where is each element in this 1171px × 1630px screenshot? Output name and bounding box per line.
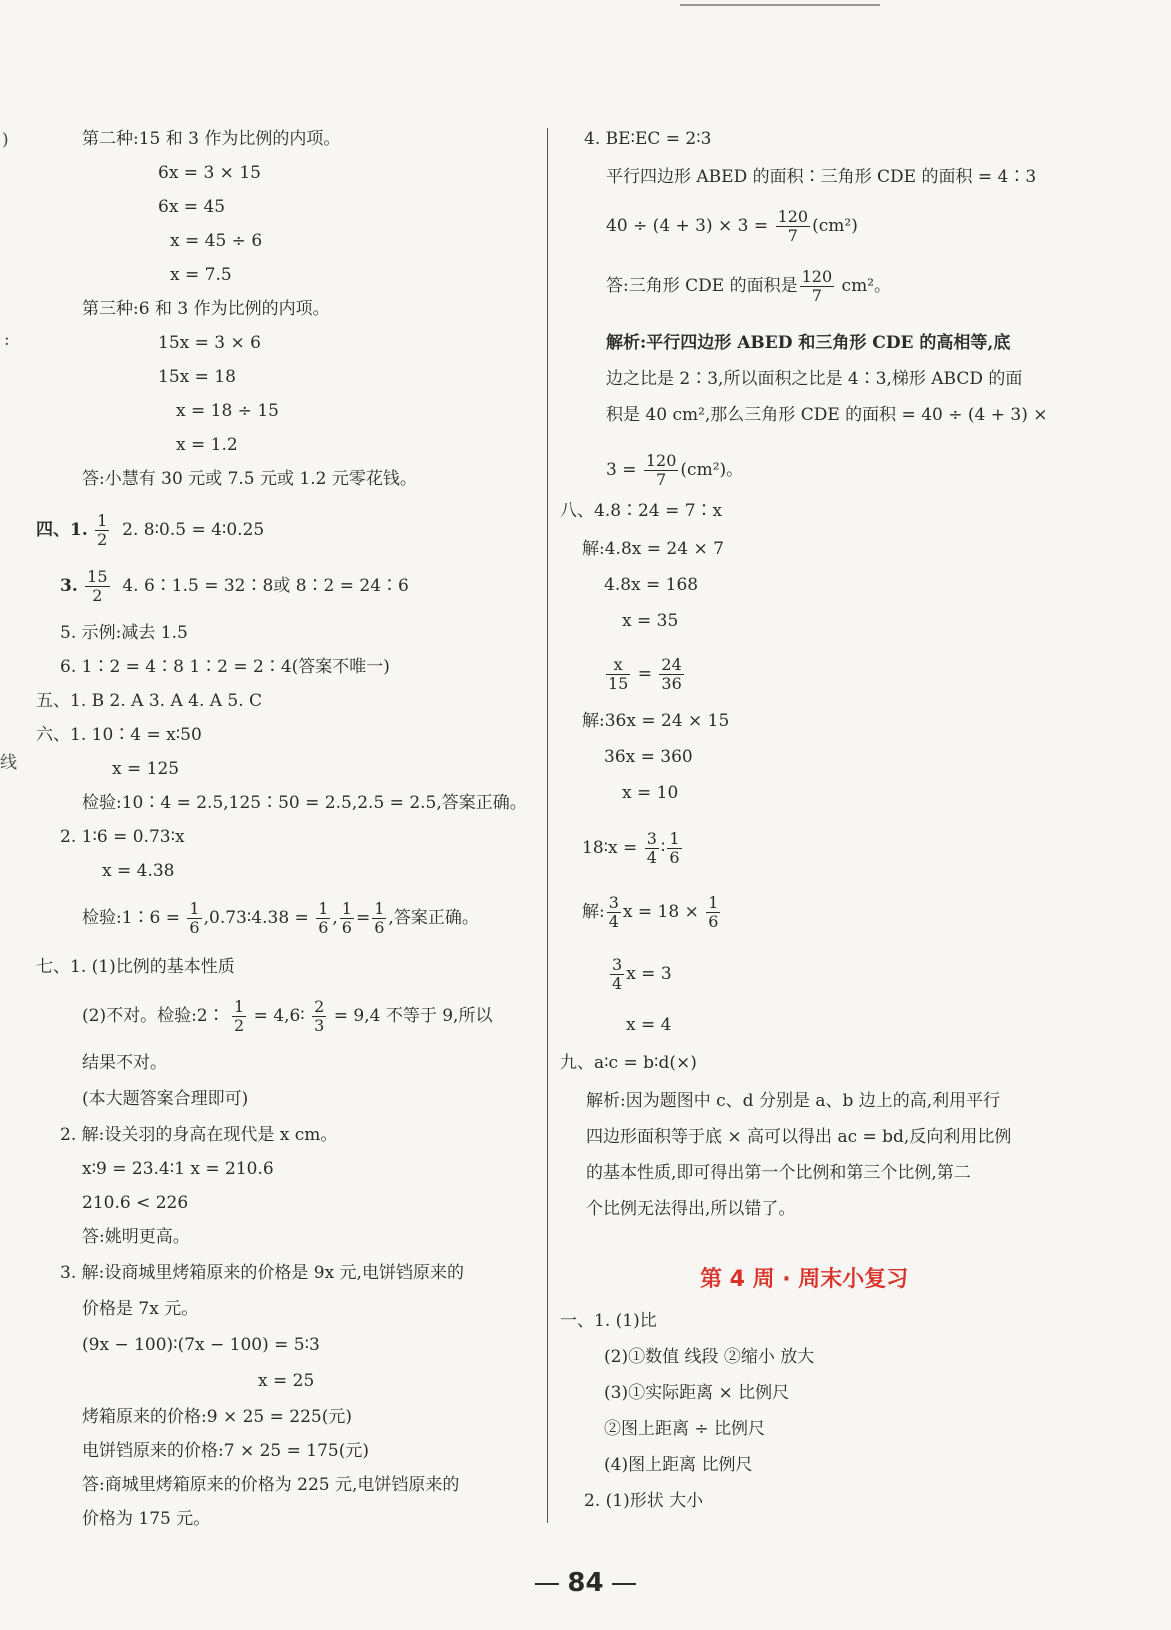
text-seg: = 9,4 不等于 9,所以 <box>333 1006 493 1026</box>
fraction <box>610 956 624 993</box>
text-line: 2. 解:设关羽的身高在现代是 x cm。 <box>60 1125 338 1145</box>
equation-line: 解:36x = 24 × 15 <box>582 711 730 731</box>
fraction <box>85 568 109 605</box>
fraction-num: x <box>606 656 630 675</box>
equation-line: x = 10 <box>622 783 679 803</box>
text-line: 2. (1)形状 大小 <box>584 1491 704 1511</box>
text-line: 一、1. (1)比 <box>560 1311 657 1331</box>
text-seg: ,0.73∶4.38 = <box>203 908 309 928</box>
equation-line: 6x = 3 × 15 <box>158 163 261 183</box>
equation-line: 210.6 < 226 <box>82 1193 189 1213</box>
fraction-den: 3 <box>314 1016 325 1035</box>
fraction-num: 1 <box>374 899 385 918</box>
equation-line: x = 4 <box>626 1015 672 1035</box>
fraction-den: 2 <box>92 586 103 605</box>
equation-line: x = 25 <box>258 1371 315 1391</box>
text-seg: ,答案正确。 <box>388 908 479 928</box>
text-seg: 3 = <box>606 460 637 480</box>
equation-line: 36x = 360 <box>604 747 693 767</box>
margin-mark: ) <box>2 130 9 150</box>
fraction-num: 1 <box>97 511 108 530</box>
equation-line: 6x = 45 <box>158 197 226 217</box>
equation-line: 15x = 18 <box>158 367 236 387</box>
check-line <box>82 998 492 1035</box>
equation-line: (9x − 100)∶(7x − 100) = 5∶3 <box>82 1335 320 1355</box>
fraction-den: 2 <box>97 530 108 549</box>
fraction-den: 6 <box>341 918 352 937</box>
text-seg: 解: <box>582 902 605 922</box>
text-seg: cm²。 <box>841 276 892 296</box>
text-line: 第二种:15 和 3 作为比例的内项。 <box>82 129 341 149</box>
section-title: 第 4 周 · 周末小复习 <box>700 1267 909 1292</box>
fraction-num: 3 <box>612 955 623 974</box>
text-seg: 18∶x = <box>582 838 638 858</box>
text-seg: = <box>355 908 371 928</box>
analysis-line: 解析:平行四边形 ABED 和三角形 CDE 的高相等,底 <box>606 333 1011 353</box>
fraction <box>776 208 811 245</box>
page-number <box>0 1568 1171 1598</box>
fraction-num: 3 <box>646 829 657 848</box>
text-seg: 40 ÷ (4 + 3) × 3 = <box>606 216 769 236</box>
section-5-answers: 五、1. B 2. A 3. A 4. A 5. C <box>36 691 263 711</box>
equation-line <box>582 894 722 931</box>
equation-line: 15x = 3 × 6 <box>158 333 261 353</box>
text-line: 5. 示例:减去 1.5 <box>60 623 188 643</box>
text-line: 3. 解:设商城里烤箱原来的价格是 9x 元,电饼铛原来的 <box>60 1263 464 1283</box>
item-label: 四、1. <box>36 520 88 540</box>
text-line: 2. 1∶6 = 0.73∶x <box>60 827 185 847</box>
fraction <box>645 830 659 867</box>
fraction <box>187 900 201 937</box>
text-seg: = 4,6∶ <box>253 1006 305 1026</box>
text-line: ②图上距离 ÷ 比例尺 <box>604 1419 766 1439</box>
text-line: 六、1. 10∶4 = x∶50 <box>36 725 202 745</box>
analysis-line: 解析:因为题图中 c、d 分别是 a、b 边上的高,利用平行 <box>586 1091 1001 1111</box>
fraction <box>659 656 683 693</box>
fraction-num: 1 <box>234 997 245 1016</box>
answer-line: 价格为 175 元。 <box>82 1509 211 1529</box>
text-line: 结果不对。 <box>82 1053 167 1073</box>
equation-line: 4.8x = 168 <box>604 575 699 595</box>
equation-line: x = 1.2 <box>176 435 238 455</box>
text-line: 平行四边形 ABED 的面积∶三角形 CDE 的面积 = 4∶3 <box>606 167 1037 187</box>
text-line: (4)图上距离 比例尺 <box>604 1455 753 1475</box>
fraction-num: 1 <box>341 899 352 918</box>
fraction-num: 1 <box>318 899 329 918</box>
equation-line <box>604 656 686 693</box>
text-seg: 检验:1∶6 = <box>82 908 181 928</box>
page-number-dash <box>535 1583 559 1585</box>
text-line: 积是 40 cm²,那么三角形 CDE 的面积 = 40 ÷ (4 + 3) × <box>606 405 1048 425</box>
text-seg: 答:三角形 CDE 的面积是 <box>606 276 798 296</box>
text-line: 4. BE∶EC = 2∶3 <box>584 129 712 149</box>
equation-line: x = 7.5 <box>170 265 232 285</box>
text-seg: x = 3 <box>626 964 672 984</box>
fraction <box>316 900 330 937</box>
fraction-num: 1 <box>189 899 200 918</box>
page-number-dash <box>612 1583 636 1585</box>
equation-line <box>582 830 684 867</box>
fraction-num: 1 <box>669 829 680 848</box>
fraction-den: 4 <box>608 912 619 931</box>
text-line: 6. 1∶2 = 4∶8 1∶2 = 2∶4(答案不唯一) <box>60 657 390 677</box>
equation-line: x∶9 = 23.4∶1 x = 210.6 <box>82 1159 274 1179</box>
margin-mark: : <box>4 330 10 350</box>
text-line: 第三种:6 和 3 作为比例的内项。 <box>82 299 330 319</box>
fraction <box>312 998 326 1035</box>
text-line: 电饼铛原来的价格:7 × 25 = 175(元) <box>82 1441 369 1461</box>
column-divider <box>547 128 548 1523</box>
answer-line: 答:姚明更高。 <box>82 1227 190 1247</box>
fraction <box>232 998 246 1035</box>
fraction-num: 24 <box>661 655 682 674</box>
item-text: 2. 8∶0.5 = 4∶0.25 <box>122 520 265 540</box>
text-line: 四边形面积等于底 × 高可以得出 ac = bd,反向利用比例 <box>586 1127 1012 1147</box>
fraction <box>606 656 630 693</box>
text-line: 边之比是 2∶3,所以面积之比是 4∶3,梯形 ABCD 的面 <box>606 369 1023 389</box>
fraction-den: 2 <box>234 1016 245 1035</box>
note-line: (本大题答案合理即可) <box>82 1089 249 1109</box>
equation-line: x = 125 <box>112 759 180 779</box>
fraction-num: 1 <box>708 893 719 912</box>
fraction-den: 6 <box>374 918 385 937</box>
page-number-value: 84 <box>567 1568 604 1598</box>
fraction-num: 2 <box>314 997 325 1016</box>
fraction-den: 6 <box>318 918 329 937</box>
fraction <box>95 512 109 549</box>
equation-line <box>606 452 743 489</box>
text-seg: x = 18 × <box>622 902 699 922</box>
text-line: 八、4.8∶24 = 7∶x <box>560 501 723 521</box>
text-line: 烤箱原来的价格:9 × 25 = 225(元) <box>82 1407 352 1427</box>
fraction-den: 4 <box>646 848 657 867</box>
text-line: (2)①数值 线段 ②缩小 放大 <box>604 1347 815 1367</box>
item-text: 4. 6∶1.5 = 32∶8或 8∶2 = 24∶6 <box>122 576 409 596</box>
fraction-num: 120 <box>801 267 833 286</box>
equation-line: x = 35 <box>622 611 679 631</box>
equation-line: 解:4.8x = 24 × 7 <box>582 539 724 559</box>
text-seg: (cm²) <box>812 216 858 236</box>
text-line: 的基本性质,即可得出第一个比例和第三个比例,第二 <box>586 1163 971 1183</box>
fraction <box>644 452 679 489</box>
margin-mark: 线 <box>0 753 17 773</box>
equation-line: x = 45 ÷ 6 <box>170 231 263 251</box>
fraction-num: 120 <box>645 451 677 470</box>
fraction-num: 120 <box>777 207 809 226</box>
fraction-num: 3 <box>608 893 619 912</box>
fraction <box>607 894 621 931</box>
text-seg: (2)不对。检验:2∶ <box>82 1006 225 1026</box>
text-line: 检验:10∶4 = 2.5,125∶50 = 2.5,2.5 = 2.5,答案正确。 <box>82 793 527 813</box>
fraction-num: 15 <box>87 567 108 586</box>
top-edge-line <box>680 4 880 6</box>
fraction-den: 36 <box>661 674 682 693</box>
text-line: 九、a∶c = b∶d(×) <box>560 1053 697 1073</box>
fraction-den: 7 <box>656 470 667 489</box>
text-seg: ∶ <box>660 838 666 858</box>
section-4-row2 <box>60 568 409 605</box>
fraction <box>372 900 386 937</box>
answer-line: 答:小慧有 30 元或 7.5 元或 1.2 元零花钱。 <box>82 469 417 489</box>
fraction <box>667 830 681 867</box>
equation-line: x = 4.38 <box>102 861 175 881</box>
equation-line <box>608 956 672 993</box>
text-line: 个比例无法得出,所以错了。 <box>586 1199 796 1219</box>
fraction <box>340 900 354 937</box>
section-4-row1 <box>36 512 264 549</box>
text-seg: = <box>637 664 653 684</box>
text-line: 七、1. (1)比例的基本性质 <box>36 957 235 977</box>
check-line <box>82 900 479 937</box>
item-label: 3. <box>60 576 78 596</box>
fraction <box>800 268 835 305</box>
text-line: (3)①实际距离 × 比例尺 <box>604 1383 790 1403</box>
fraction-den: 4 <box>612 974 623 993</box>
text-seg: , <box>332 908 338 928</box>
fraction-den: 7 <box>811 286 822 305</box>
fraction-den: 6 <box>669 848 680 867</box>
equation-line <box>606 208 858 245</box>
answer-line <box>606 268 891 305</box>
fraction-den: 7 <box>787 226 798 245</box>
fraction-den: 6 <box>708 912 719 931</box>
answer-line: 答:商城里烤箱原来的价格为 225 元,电饼铛原来的 <box>82 1475 460 1495</box>
text-seg: (cm²)。 <box>680 460 744 480</box>
fraction-den: 15 <box>608 674 629 693</box>
text-line: 价格是 7x 元。 <box>82 1299 199 1319</box>
fraction-den: 6 <box>189 918 200 937</box>
equation-line: x = 18 ÷ 15 <box>176 401 279 421</box>
fraction <box>706 894 720 931</box>
